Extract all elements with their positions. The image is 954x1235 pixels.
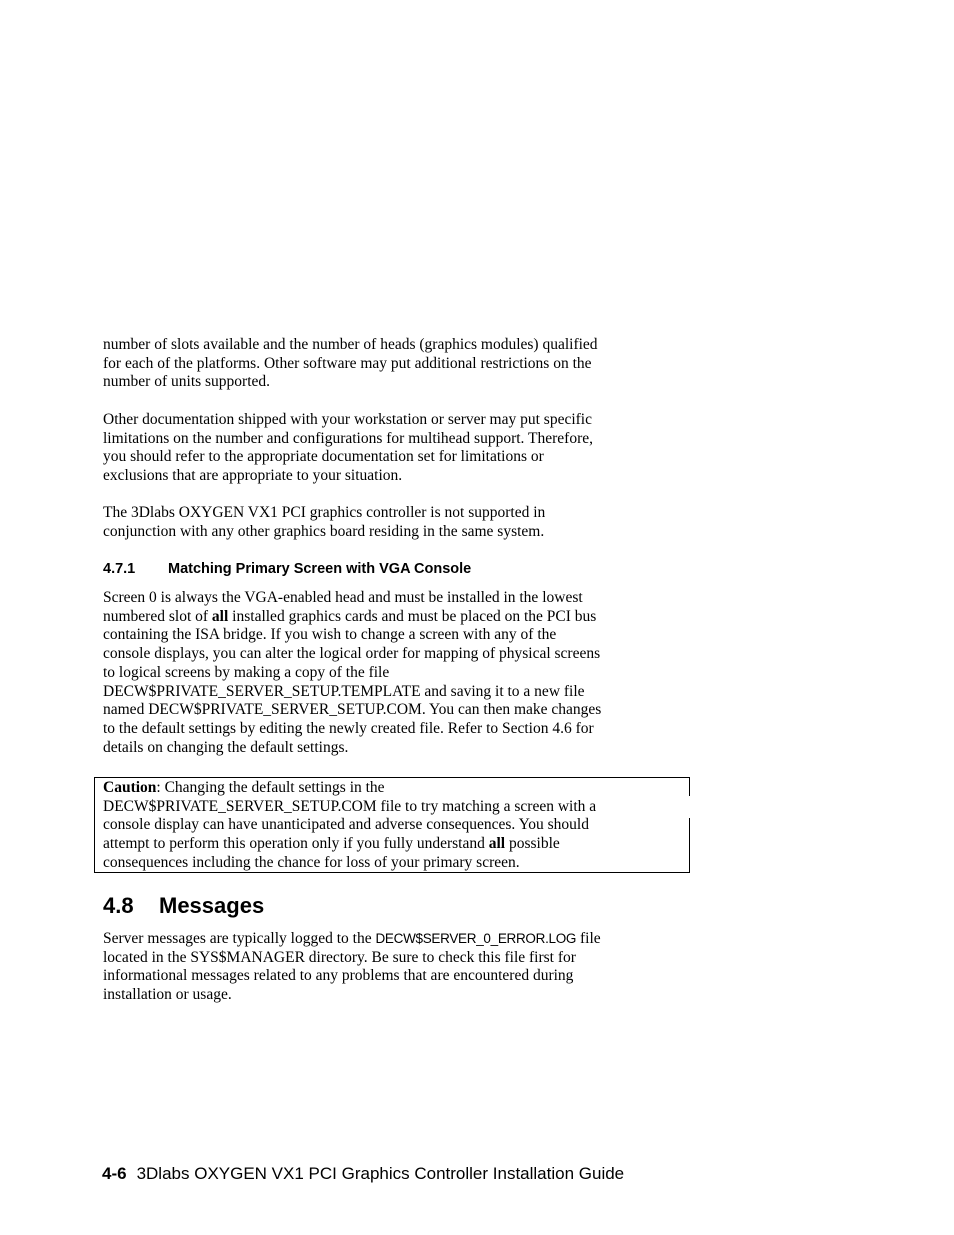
page-number: 4-6 — [102, 1164, 127, 1183]
text-line: installation or usage. — [103, 986, 232, 1004]
text-line: console display can have unanticipated and adverse consequences. You should — [103, 816, 589, 834]
paragraph-slots — [103, 336, 693, 392]
text-line: console displays, you can alter the logical order for mapping of physical screens — [103, 645, 601, 663]
text-run: file — [576, 930, 601, 947]
paragraph-documentation — [103, 411, 693, 486]
footer-title: 3Dlabs OXYGEN VX1 PCI Graphics Controller Installation Guide — [136, 1164, 625, 1183]
text-run: possible — [505, 835, 560, 853]
text-line: number of slots available and the number of heads (graphics modules) qualified — [103, 336, 598, 353]
subsection-number: 4.7.1 — [103, 561, 136, 577]
text-run: attempt to perform this operation only if you fully understand — [103, 835, 489, 853]
text-line — [103, 779, 596, 798]
text-line: exclusions that are appropriate to your situation. — [103, 467, 403, 485]
text-line: Other documentation shipped with your workstation or server may put specific — [103, 411, 592, 428]
text-line: you should refer to the appropriate documentation set for limitations or — [103, 448, 544, 466]
subsection-heading — [103, 561, 471, 577]
text-line: The 3Dlabs OXYGEN VX1 PCI graphics controller is not supported in — [103, 504, 546, 521]
text-run: : Changing the default settings in the — [156, 779, 385, 796]
subsection-title: Matching Primary Screen with VGA Console — [168, 561, 472, 577]
paragraph-screen-zero — [103, 589, 693, 757]
page-footer — [102, 1164, 624, 1184]
text-line: consequences including the chance for loss of your primary screen. — [103, 853, 520, 871]
text-line: number of units supported. — [103, 373, 271, 391]
text-line: informational messages related to any problems that are encountered during — [103, 967, 574, 985]
section-number: 4.8 — [103, 893, 134, 918]
text-line: to the default settings by editing the newly created file. Refer to Section 4.6 for — [103, 719, 594, 737]
text-line: Screen 0 is always the VGA-enabled head and must be installed in the lowest — [103, 589, 583, 606]
section-heading — [103, 893, 264, 919]
caution-text — [103, 779, 596, 873]
section-title: Messages — [159, 893, 265, 918]
text-line: details on changing the default settings. — [103, 738, 349, 756]
text-run: installed graphics cards and must be placed on the PCI bus — [228, 607, 597, 625]
caution-box-gap — [689, 796, 692, 818]
text-line: DECW$PRIVATE_SERVER_SETUP.COM file to try matching a screen with a — [103, 797, 597, 815]
text-line — [103, 835, 596, 854]
text-line: for each of the platforms. Other software may put additional restrictions on the — [103, 354, 592, 372]
caution-label: Caution — [103, 779, 157, 796]
text-run: Server messages are typically logged to the — [103, 930, 376, 947]
paragraph-messages — [103, 930, 693, 1005]
text-line: located in the SYS$MANAGER directory. Be sure to check this file first for — [103, 948, 576, 966]
text-line — [103, 930, 693, 949]
emphasis-all: all — [211, 607, 229, 625]
text-line — [103, 608, 693, 627]
log-file-name: DECW$SERVER_0_ERROR.LOG — [375, 931, 577, 946]
text-run: numbered slot of — [103, 607, 212, 625]
text-line: named DECW$PRIVATE_SERVER_SETUP.COM. You can then make changes — [103, 701, 602, 719]
text-line: limitations on the number and configurations for multihead support. Therefore, — [103, 429, 593, 447]
emphasis-all: all — [488, 835, 506, 853]
paragraph-not-supported — [103, 504, 693, 541]
text-line: containing the ISA bridge. If you wish to change a screen with any of the — [103, 626, 557, 644]
text-line: conjunction with any other graphics board residing in the same system. — [103, 522, 545, 540]
text-line: DECW$PRIVATE_SERVER_SETUP.TEMPLATE and saving it to a new file — [103, 682, 585, 700]
text-line: to logical screens by making a copy of the file — [103, 663, 390, 681]
